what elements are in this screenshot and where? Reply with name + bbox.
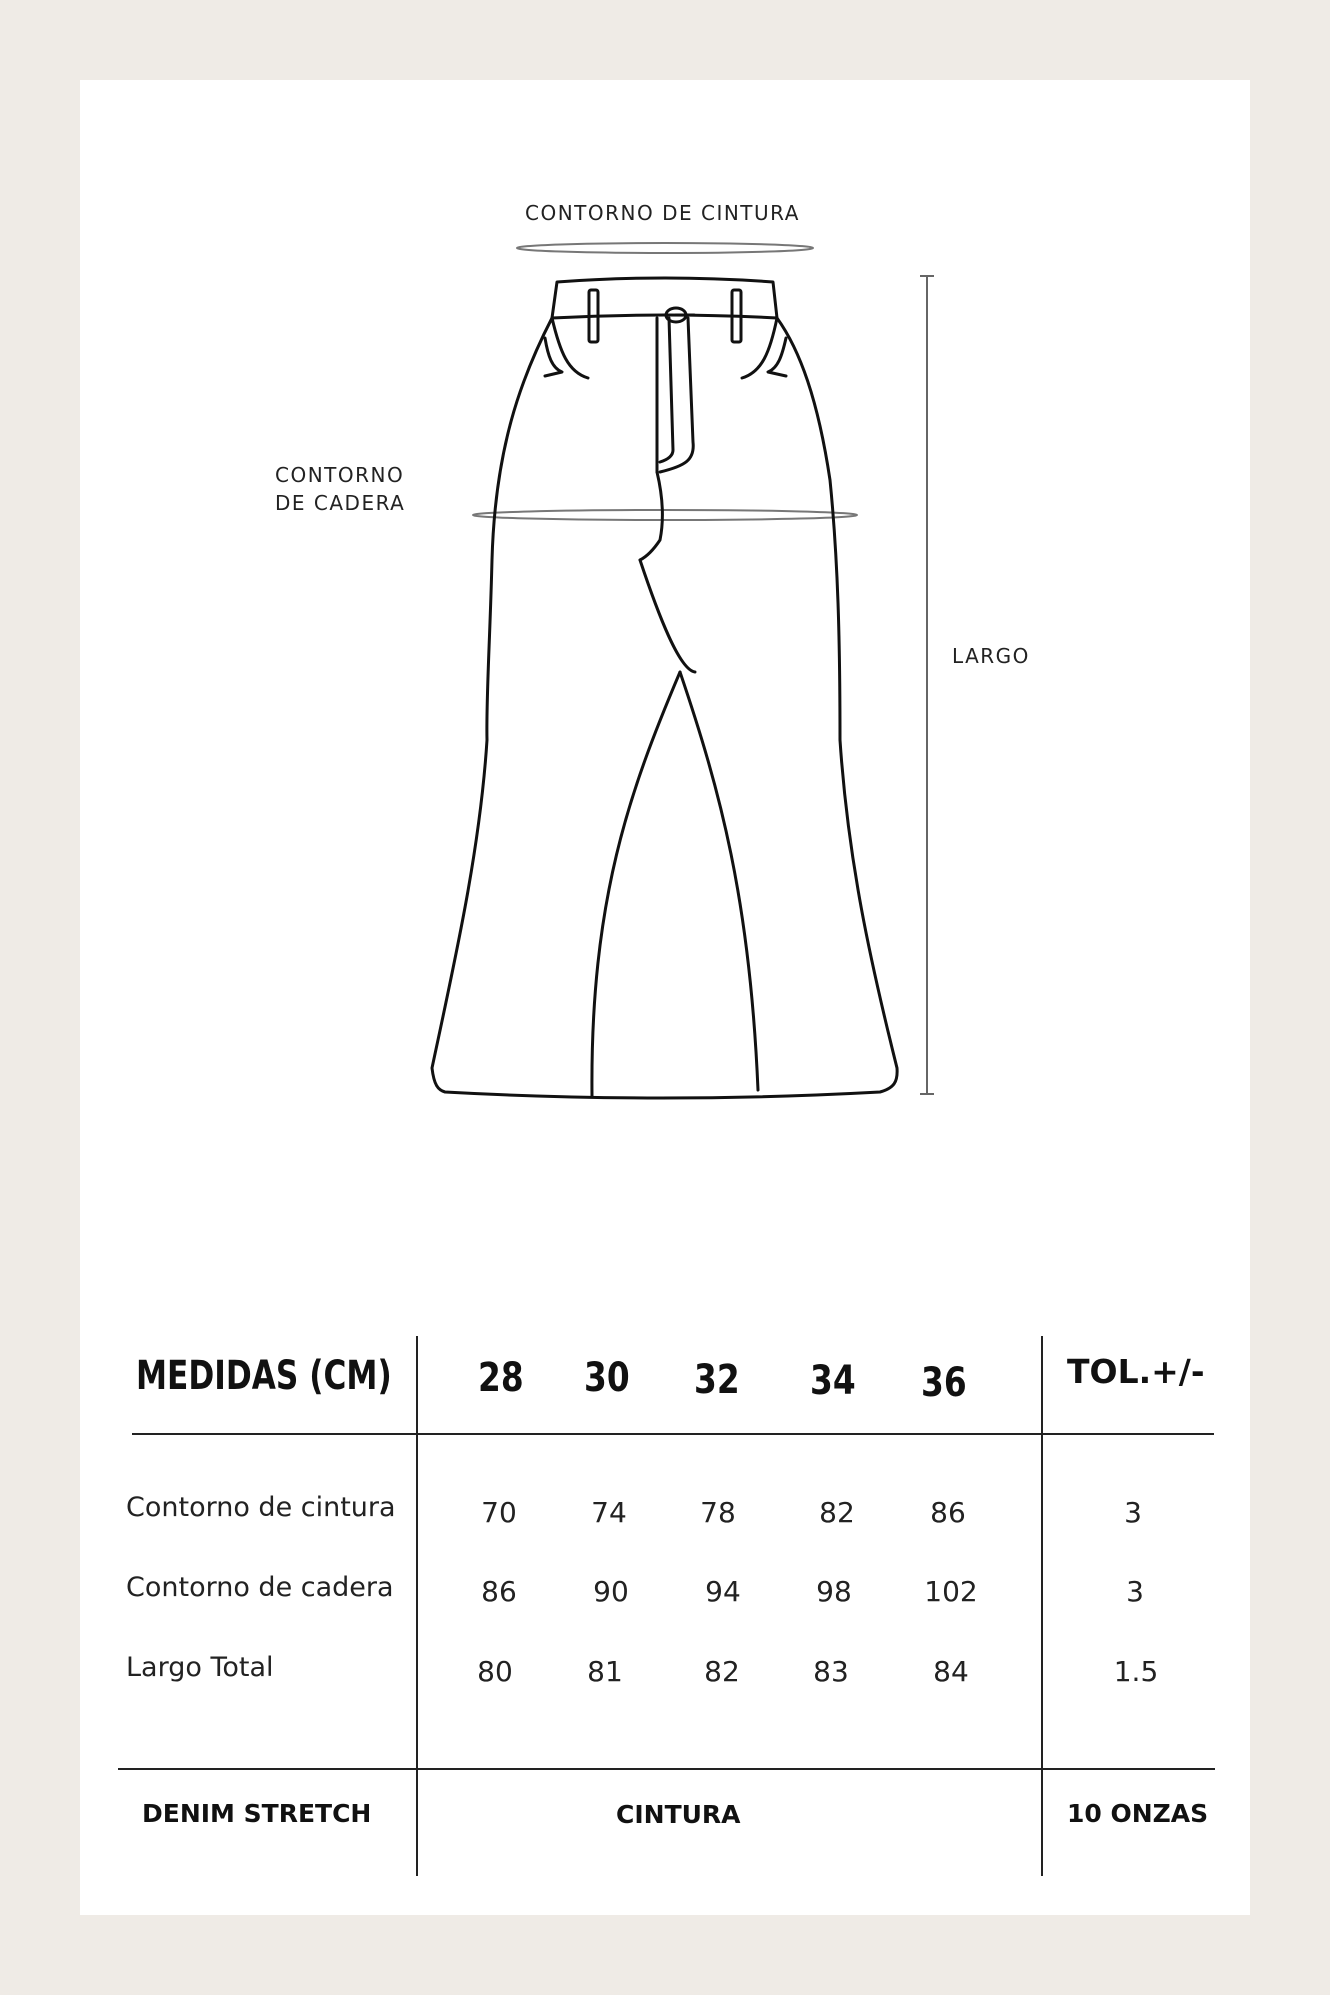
footer-fabric: DENIM STRETCH [142,1799,372,1828]
cell-length-30: 81 [587,1655,623,1688]
hip-label-line1: CONTORNO [275,463,405,487]
skirt-outline [432,278,897,1098]
size-header-36: 36 [921,1360,967,1406]
row-label-waist: Contorno de cintura [126,1492,396,1523]
table-divider-right [1041,1336,1043,1876]
cell-waist-36: 86 [930,1496,966,1529]
cell-length-32: 82 [704,1655,740,1688]
cell-length-tol: 1.5 [1113,1655,1159,1688]
tolerance-header: TOL.+/- [1067,1352,1205,1391]
size-header-32: 32 [694,1357,740,1403]
cell-waist-tol: 3 [1124,1496,1142,1529]
cell-waist-34: 82 [819,1496,855,1529]
waist-measure-line [517,243,813,253]
cell-hip-tol: 3 [1126,1575,1144,1608]
hip-label-line2: DE CADERA [275,491,406,515]
footer-weight: 10 ONZAS [1067,1799,1209,1828]
cell-hip-32: 94 [705,1575,741,1608]
cell-length-28: 80 [477,1655,513,1688]
length-measure-line [920,276,934,1094]
size-header-34: 34 [810,1358,856,1404]
footer-fit: CINTURA [616,1800,741,1829]
table-divider-left [416,1336,418,1876]
hip-measure-line [473,510,857,520]
header-underline [132,1433,1214,1435]
cell-hip-28: 86 [481,1575,517,1608]
waist-label: CONTORNO DE CINTURA [525,201,800,225]
size-header-30: 30 [584,1355,630,1401]
cell-waist-30: 74 [591,1496,627,1529]
cell-hip-30: 90 [593,1575,629,1608]
size-header-28: 28 [478,1355,524,1401]
cell-length-34: 83 [813,1655,849,1688]
cell-hip-36: 102 [924,1575,978,1608]
table-title: MEDIDAS (CM) [136,1353,392,1399]
row-label-length: Largo Total [126,1652,274,1683]
cell-waist-32: 78 [700,1496,736,1529]
cell-hip-34: 98 [816,1575,852,1608]
row-label-hip: Contorno de cadera [126,1572,394,1603]
length-label: LARGO [952,644,1030,668]
footer-topline [118,1768,1215,1770]
cell-length-36: 84 [933,1655,969,1688]
cell-waist-28: 70 [481,1496,517,1529]
